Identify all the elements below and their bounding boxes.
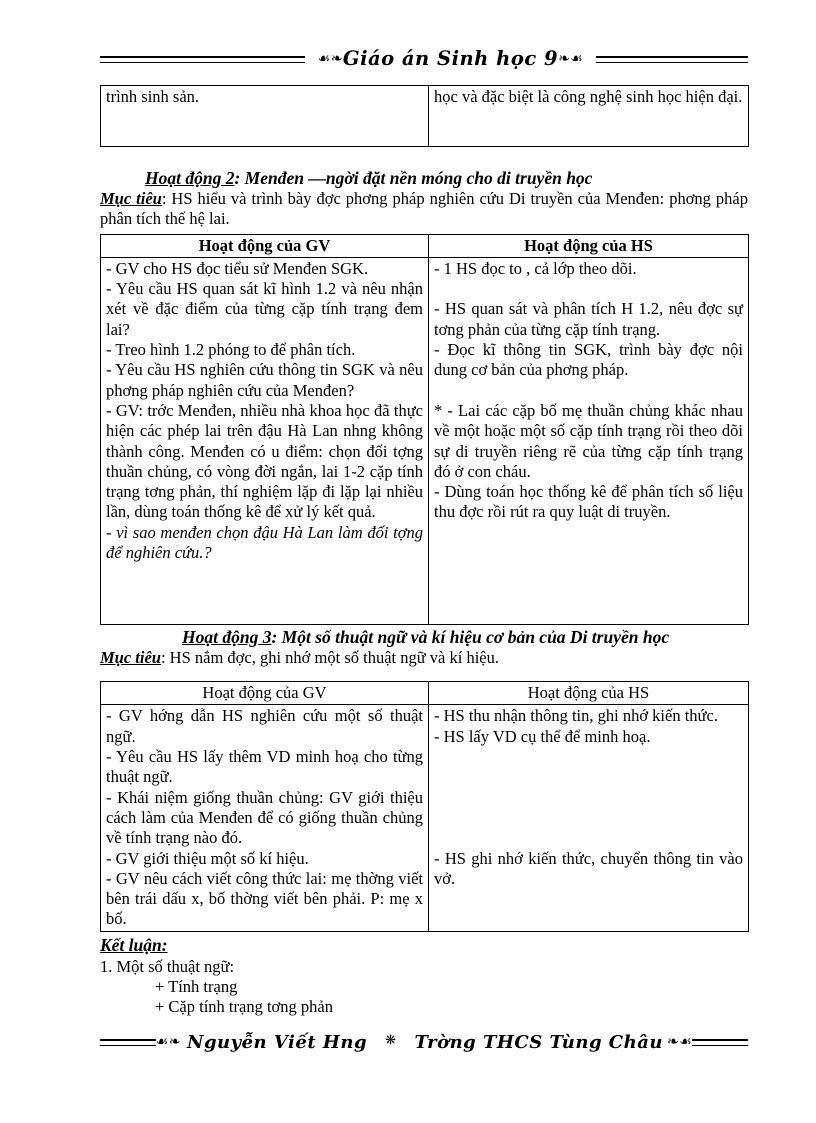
hs-activity-item: - HS lấy VD cụ thể để minh hoạ.: [434, 726, 651, 746]
hs-activity-item: [434, 828, 743, 848]
gv-activity-item: - GV: trớc Menđen, nhiều nhà khoa học đã thực hiện các phép lai trên đậu Hà Lan nhng không thành công. Menđen có u điểm: chọn đối tợng thuần chủng, có vòng đời ngắn, lai 1-2 cặp tính trạng tơng phản, thí nghiệm lặp đi lặp lại nhiều lần, dùng toán thống kê để xử lý kết quả.: [106, 400, 423, 522]
hs-column-header: Hoạt động của HS: [429, 234, 749, 257]
hs-activity-item: - 1 HS đọc to , cả lớp theo dõi.: [434, 258, 637, 278]
footer-text-line: [156, 1031, 693, 1053]
activity3-goal: [100, 648, 748, 668]
hs-activity-item: - Dùng toán học thống kê để phân tích số liệu thu đợc rồi rút ra quy luật di truyền.: [434, 482, 743, 522]
activity2-heading: [100, 167, 748, 189]
gv-activity-item: - Khái niệm giống thuần chủng: GV giới thiệu cách làm của Menđen để có giống thuần chủng về tính trạng nào đó.: [106, 787, 423, 848]
footer-author: Nguyễn Viết Hng: [187, 1032, 368, 1054]
hs-activity-item: * - Lai các cặp bố mẹ thuần chủng khác nhau về một hoặc một số cặp tính trạng rồi theo dõi sự di truyền riêng rẽ của từng cặp tính trạng đó ở con cháu.: [434, 400, 743, 481]
conclusion-sub-item: + Tính trạng: [155, 976, 238, 996]
activity2-gv-items: [106, 259, 423, 523]
activity3-heading: [100, 626, 748, 648]
floral-ornament-left-icon: ☙❧: [317, 50, 343, 67]
table-header-row: [101, 234, 749, 257]
activity2-goal-text: : HS hiểu và trình bày đợc phơng pháp nghiên cứu Di truyền của Menđen: phơng pháp phân tích thế hệ lai.: [100, 189, 748, 229]
table-row: [101, 86, 749, 147]
conclusion-heading-label: Kết luận:: [100, 934, 168, 955]
activity3-heading-title: : Một số thuật ngữ và kí hiệu cơ bản của Di truyền học: [271, 626, 670, 647]
table-header-row: [101, 682, 749, 705]
header-rule-right: [596, 56, 748, 63]
activity2-hs-cell: [429, 257, 749, 624]
page-footer: [100, 1029, 748, 1055]
gv-activity-item: - GV giới thiệu một số kí hiệu.: [106, 848, 309, 868]
carryover-hs-text: học và đặc biệt là công nghệ sinh học hiện đại.: [434, 87, 743, 106]
floral-ornament-right-icon: ❧☙: [666, 1034, 693, 1051]
hs-activity-item: [434, 808, 743, 828]
hs-activity-item: - HS ghi nhớ kiến thức, chuyển thông tin vào vở.: [434, 848, 743, 888]
header-rule-left: [100, 56, 305, 63]
hs-activity-item: [434, 747, 743, 767]
gv-activity-item: - Yêu cầu HS lấy thêm VD minh hoạ cho từng thuật ngữ.: [106, 747, 423, 787]
conclusion-heading: [100, 935, 748, 956]
carryover-gv-text: trình sinh sản.: [106, 87, 200, 106]
activity3-hs-items: [434, 706, 743, 889]
floral-ornament-right-icon: ❧☙: [558, 50, 584, 67]
gv-activity-item: - GV hớng dẫn HS nghiên cứu một số thuật ngữ.: [106, 706, 423, 746]
hs-column-header: Hoạt động của HS: [429, 682, 749, 705]
conclusion-item: 1. Một số thuật ngữ:: [100, 956, 235, 976]
header-title: Giáo án Sinh học 9: [342, 46, 559, 70]
flower-asterisk-icon: ❋: [385, 1033, 397, 1049]
footer-school: Trờng THCS Tùng Châu: [414, 1032, 663, 1054]
gv-column-header: Hoạt động của GV: [101, 682, 429, 705]
gv-column-header: Hoạt động của GV: [101, 234, 429, 257]
conclusion-sub-item: + Cặp tính trạng tơng phản: [155, 997, 333, 1017]
table-body-row: [101, 705, 749, 931]
floral-ornament-left-icon: ☙❧: [155, 1034, 182, 1051]
hs-activity-item: [434, 788, 743, 808]
activity2-heading-title: : Menđen —ngời đặt nền móng cho di truyền học: [234, 168, 593, 188]
hs-activity-item: [434, 279, 743, 299]
footer-rule-left: [100, 1039, 156, 1046]
gv-activity-item: - GV cho HS đọc tiểu sử Menđen SGK.: [106, 258, 369, 278]
activity3-goal-text: : HS nắm đợc, ghi nhớ một số thuật ngữ và kí hiệu.: [160, 647, 500, 667]
activity3-heading-label: Hoạt động 3: [182, 626, 272, 647]
gv-activity-item: - Yêu cầu HS nghiên cứu thông tin SGK và nêu phơng pháp nghiên cứu của Menđen?: [106, 360, 423, 400]
activity2-goal: [100, 189, 748, 230]
page-header: [100, 46, 748, 72]
hs-activity-item: - Đọc kĩ thông tin SGK, trình bày đợc nội dung cơ bản của phơng pháp.: [434, 340, 743, 380]
activity2-gv-cell: [101, 257, 429, 624]
header-title-line: [305, 46, 596, 70]
activity3-goal-label: Mục tiêu: [100, 647, 161, 667]
activity3-gv-items: [106, 706, 423, 929]
activity2-goal-label: Mục tiêu: [100, 189, 162, 208]
carryover-table: [100, 85, 749, 147]
gv-activity-item: - GV nêu cách viết công thức lai: mẹ thờng viết bên trái dấu x, bố thờng viết bên phải. P: mẹ x bố.: [106, 868, 423, 929]
conclusion-sub-items: [100, 977, 748, 1018]
gv-activity-item: - Yêu cầu HS quan sát kĩ hình 1.2 và nêu nhận xét về đặc điểm của từng cặp tính trạng đem lai?: [106, 279, 423, 339]
table-body-row: [101, 257, 749, 624]
gv-question-italic: - vì sao menđen chọn đậu Hà Lan làm đối tợng để nghiên cứu.?: [106, 522, 423, 563]
hs-activity-item: [434, 381, 743, 401]
hs-activity-item: - HS thu nhận thông tin, ghi nhớ kiến thức.: [434, 706, 718, 726]
gv-activity-item: - Treo hình 1.2 phóng to để phân tích.: [106, 340, 356, 360]
activity2-heading-label: Hoạt động 2: [145, 168, 235, 188]
activity3-table: [100, 681, 749, 932]
carryover-hs-cell: [429, 86, 749, 147]
activity2-table: [100, 234, 749, 625]
hs-activity-item: - HS quan sát và phân tích H 1.2, nêu đợc sự tơng phản của từng cặp tính trạng.: [434, 299, 743, 339]
footer-rule-right: [692, 1039, 748, 1046]
carryover-gv-cell: [101, 86, 429, 147]
hs-activity-item: [434, 767, 743, 787]
activity2-hs-items: [434, 259, 743, 523]
activity3-hs-cell: [429, 705, 749, 931]
activity3-gv-cell: [101, 705, 429, 931]
